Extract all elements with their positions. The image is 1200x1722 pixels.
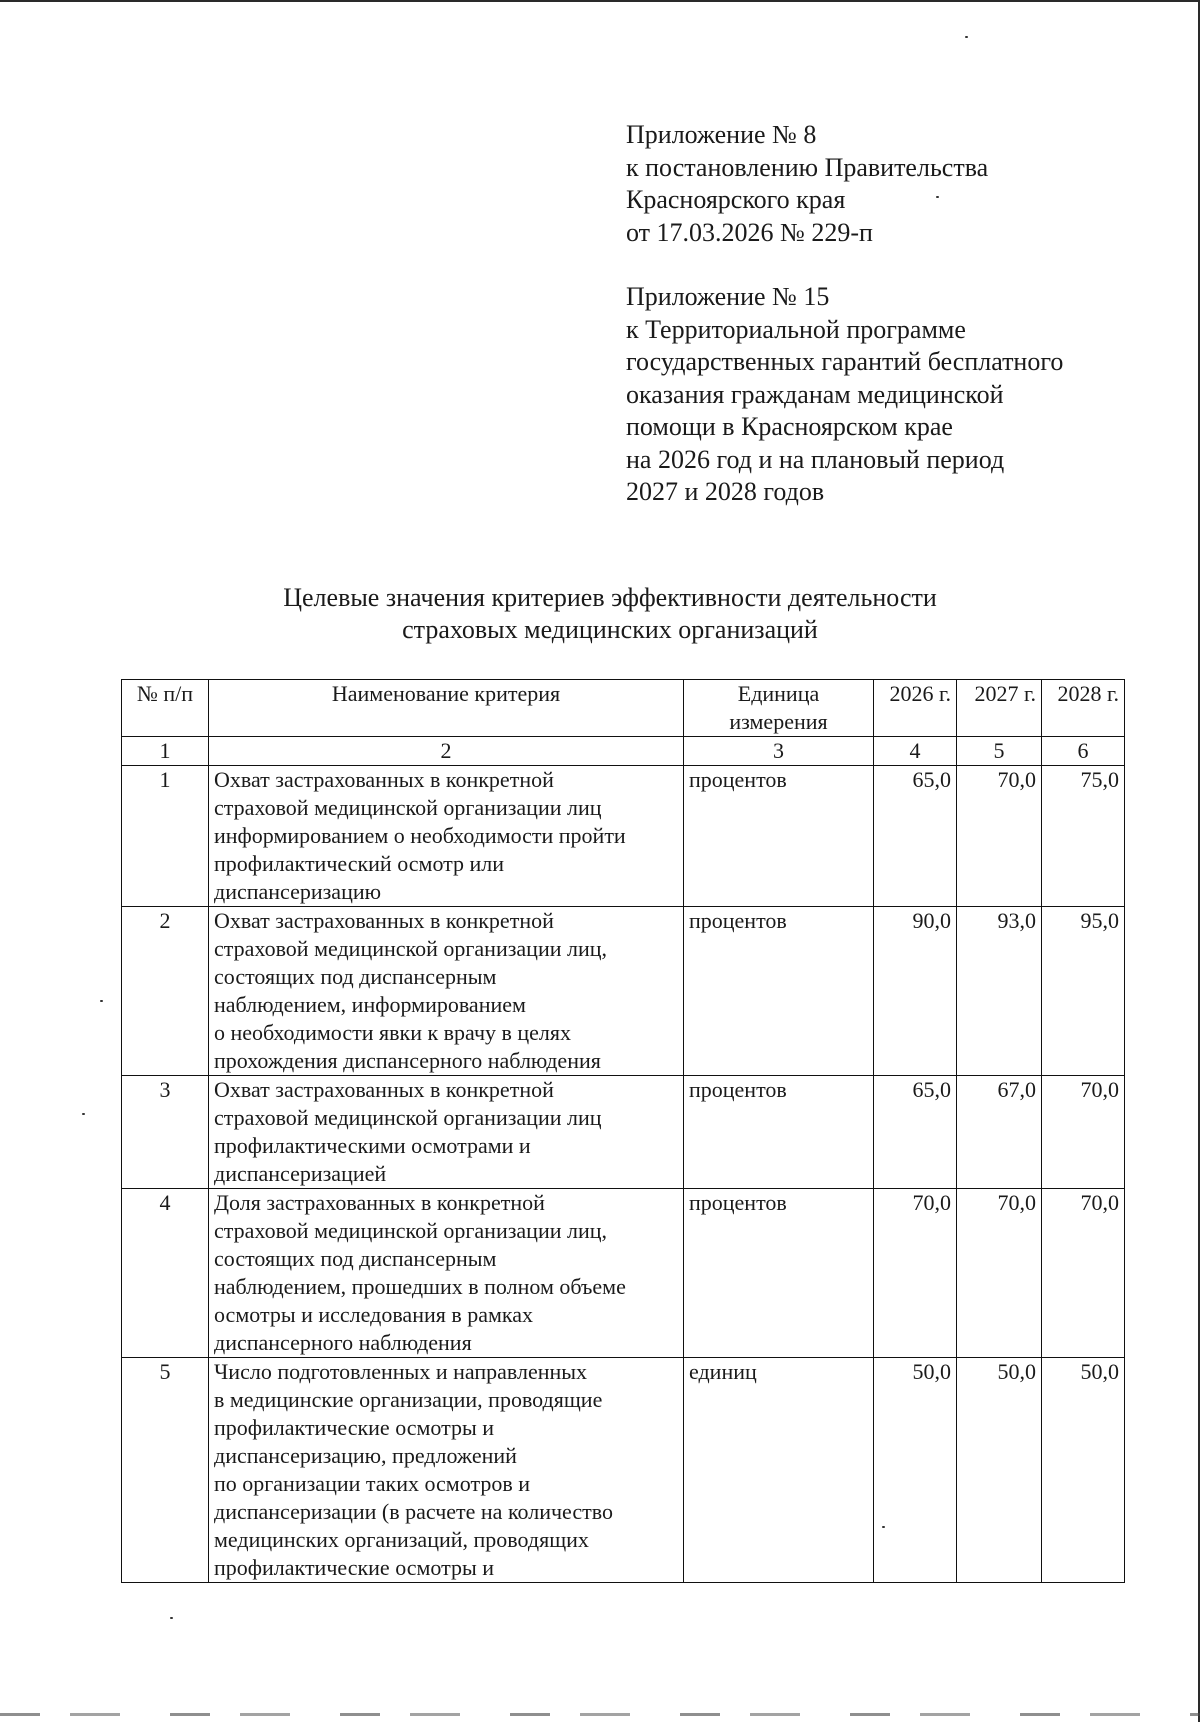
appendix-8-line: Приложение № 8 <box>626 120 817 149</box>
value-2026: 70,0 <box>874 1189 957 1358</box>
value-2027: 67,0 <box>957 1076 1042 1189</box>
table-row <box>122 907 1125 1076</box>
value-2026: 90,0 <box>874 907 957 1076</box>
criterion-name-line: диспансерного наблюдения <box>214 1330 472 1355</box>
row-number: 1 <box>122 766 209 907</box>
unit-of-measure: процентов <box>684 1076 874 1189</box>
scan-speck <box>100 1000 103 1002</box>
criterion-name-line: страховой медицинской организации лиц, <box>214 936 608 961</box>
criterion-name <box>209 1076 684 1189</box>
criterion-name <box>209 1189 684 1358</box>
row-number: 4 <box>122 1189 209 1358</box>
criterion-name-line: состоящих под диспансерным <box>214 964 497 989</box>
appendix-15-line: помощи в Красноярском крае <box>626 412 953 441</box>
table-row <box>122 1358 1125 1583</box>
table-row <box>122 1189 1125 1358</box>
value-2026: 50,0 <box>874 1358 957 1583</box>
value-2027: 50,0 <box>957 1358 1042 1583</box>
criterion-name-line: информированием о необходимости пройти <box>214 823 626 848</box>
criterion-name-line: о необходимости явки к врачу в целях <box>214 1020 572 1045</box>
column-number: 4 <box>874 737 957 766</box>
header-2027: 2027 г. <box>957 680 1042 737</box>
criterion-name-line: прохождения диспансерного наблюдения <box>214 1048 601 1073</box>
criterion-name-line: наблюдением, прошедших в полном объеме <box>214 1274 626 1299</box>
criterion-name-line: Число подготовленных и направленных <box>214 1359 588 1384</box>
criterion-name-line: наблюдением, информированием <box>214 992 526 1017</box>
document-title-line: Целевые значения критериев эффективности деятельности <box>283 583 937 612</box>
value-2028: 75,0 <box>1042 766 1125 907</box>
document-title <box>110 582 1110 646</box>
criterion-name-line: диспансеризации (в расчете на количество <box>214 1499 613 1524</box>
value-2028: 95,0 <box>1042 907 1125 1076</box>
criterion-name <box>209 1358 684 1583</box>
column-number: 3 <box>684 737 874 766</box>
criterion-name-line: страховой медицинской организации лиц <box>214 1105 602 1130</box>
criterion-name-line: профилактические осмотры и <box>214 1555 495 1580</box>
criterion-name-line: состоящих под диспансерным <box>214 1246 497 1271</box>
header-2028: 2028 г. <box>1042 680 1125 737</box>
scan-speck <box>965 36 968 38</box>
appendix-8-line: от 17.03.2026 № 229-п <box>626 217 873 247</box>
column-number: 5 <box>957 737 1042 766</box>
appendix-15-line: Приложение № 15 <box>626 282 830 311</box>
row-number: 2 <box>122 907 209 1076</box>
value-2028: 70,0 <box>1042 1076 1125 1189</box>
unit-of-measure: процентов <box>684 1189 874 1358</box>
column-number: 1 <box>122 737 209 766</box>
criterion-name-line: Охват застрахованных в конкретной <box>214 908 554 933</box>
appendix-15-line: государственных гарантий бесплатного <box>626 347 1064 376</box>
unit-of-measure: процентов <box>684 766 874 907</box>
criterion-name-line: профилактические осмотры и <box>214 1415 495 1440</box>
table-row <box>122 766 1125 907</box>
scan-speck <box>170 1617 173 1619</box>
value-2027: 70,0 <box>957 766 1042 907</box>
header-unit: Единица измерения <box>684 680 874 737</box>
appendix-8-line: к постановлению Правительства <box>626 152 989 182</box>
criterion-name-line: профилактическими осмотрами и <box>214 1133 531 1158</box>
criterion-name-line: страховой медицинской организации лиц, <box>214 1218 608 1243</box>
criterion-name-line: диспансеризацию <box>214 879 382 904</box>
criterion-name-line: по организации таких осмотров и <box>214 1471 530 1496</box>
value-2028: 70,0 <box>1042 1189 1125 1358</box>
criterion-name <box>209 907 684 1076</box>
appendix-8-line: Красноярского края <box>626 185 846 214</box>
criterion-name-line: Охват застрахованных в конкретной <box>214 1077 554 1102</box>
criterion-name-line: профилактический осмотр или <box>214 851 505 876</box>
criterion-name-line: диспансеризацию, предложений <box>214 1443 517 1468</box>
header-name: Наименование критерия <box>209 680 684 737</box>
criterion-name-line: в медицинские организации, проводящие <box>214 1387 603 1412</box>
value-2028: 50,0 <box>1042 1358 1125 1583</box>
criteria-table <box>121 679 1125 1583</box>
criterion-name-line: Охват застрахованных в конкретной <box>214 767 554 792</box>
table-row <box>122 1076 1125 1189</box>
header-num: № п/п <box>122 680 209 737</box>
row-number: 5 <box>122 1358 209 1583</box>
unit-of-measure: процентов <box>684 907 874 1076</box>
appendix-8-header <box>626 119 988 249</box>
criterion-name-line: осмотры и исследования в рамках <box>214 1302 534 1327</box>
unit-of-measure: единиц <box>684 1358 874 1583</box>
criterion-name <box>209 766 684 907</box>
criterion-name-line: страховой медицинской организации лиц <box>214 795 602 820</box>
appendix-15-line: к Территориальной программе <box>626 314 966 344</box>
appendix-15-line: на 2026 год и на плановый период <box>626 444 1005 474</box>
value-2027: 93,0 <box>957 907 1042 1076</box>
scan-edge-top <box>0 0 1200 2</box>
appendix-15-line: оказания гражданам медицинской <box>626 379 1004 409</box>
scan-speck <box>82 1113 85 1115</box>
criterion-name-line: диспансеризацией <box>214 1161 387 1186</box>
row-number: 3 <box>122 1076 209 1189</box>
table-header-row <box>122 680 1125 737</box>
header-2026: 2026 г. <box>874 680 957 737</box>
criterion-name-line: Доля застрахованных в конкретной <box>214 1190 545 1215</box>
value-2026: 65,0 <box>874 1076 957 1189</box>
appendix-15-line: 2027 и 2028 годов <box>626 477 825 506</box>
value-2026: 65,0 <box>874 766 957 907</box>
column-number: 2 <box>209 737 684 766</box>
appendix-15-header <box>626 281 1063 509</box>
criterion-name-line: медицинских организаций, проводящих <box>214 1527 589 1552</box>
document-title-line: страховых медицинских организаций <box>402 615 818 644</box>
scan-edge-bottom <box>0 1713 1200 1716</box>
column-number-row <box>122 737 1125 766</box>
column-number: 6 <box>1042 737 1125 766</box>
value-2027: 70,0 <box>957 1189 1042 1358</box>
